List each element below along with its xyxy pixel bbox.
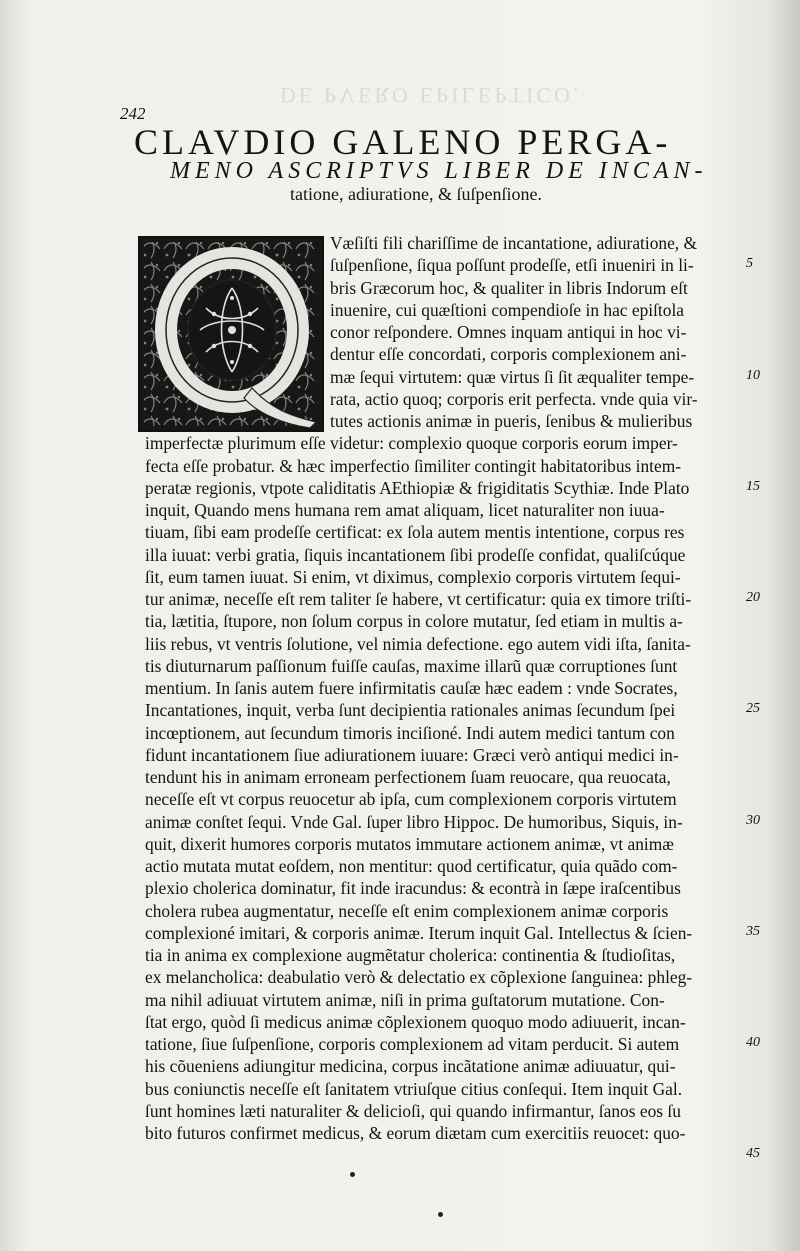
text-line: actio mutata mutat eoſdem, non mentitur: quod certificatur, quia quãdo com- [145, 856, 678, 876]
title-line-3: tatione, adiuratione, & ſuſpenſione. [290, 184, 542, 204]
text-line: quit, dixerit humores corporis mutatos immutare actionem animæ, vt animæ [145, 833, 674, 854]
text-line: tiuam, ſibi eam prodeſſe certificat: ex ſola autem mentis intentione, corpus res [145, 522, 685, 543]
margin-line-number: 5 [746, 256, 753, 272]
text-line: ſuſpenſione, ſiqua poſſunt prodeſſe, etſi inueniri in li- [330, 255, 694, 276]
text-line: animæ conſtet ſequi. Vnde Gal. ſuper libro Hippoc. De humoribus, Siquis, in- [145, 811, 683, 832]
text-line: cholera rubea augmentatur, neceſſe eſt enim complexionem animæ corporis [145, 900, 669, 921]
text-line: mentium. In ſanis autem fuere infirmitatis cauſæ hæc eadem : vnde Socrates, [145, 678, 678, 698]
text-line: illa iuuat: verbi gratia, ſiquis incantationem ſibi prodeſſe confidat, qualiſcúque [145, 544, 686, 565]
title-line-2: MENO ASCRIPTVS LIBER DE INCAN- [170, 158, 708, 184]
text-line: inuenire, cui quæſtioni compendioſe in hac epiſtola [330, 299, 685, 320]
text-line: mæ ſequi virtutem: quæ virtus ſi ſit æqualiter tempe- [330, 366, 695, 387]
text-line: peratæ regionis, vtpote caliditatis AEthiopiæ & frigiditatis Scythiæ. Inde Plato [145, 477, 690, 498]
text-line: tis diuturnarum paſſionum fuiſſe cauſas, maxime illarũ quæ corruptiones ſunt [145, 655, 678, 676]
margin-line-number: 25 [746, 701, 760, 717]
text-line: ſunt homines læti naturaliter & delicioſi, qui quando infirmantur, ſanos eos ſu [145, 1100, 681, 1121]
text-line: tur animæ, neceſſe eſt rem taliter ſe habere, vt certificatur: quia ex timore triſti- [145, 589, 692, 609]
margin-line-number: 40 [746, 1035, 760, 1050]
title-line-1: CLAVDIO GALENO PERGA- [134, 122, 672, 162]
text-line: bus coniunctis neceſſe eſt ſanitatem vtriuſque citius conſequi. Item inquit Gal. [145, 1078, 683, 1099]
text-line: ſit, eum tamen iuuat. Si enim, vt diximus, complexio corporis virtutem ſequi- [145, 566, 681, 587]
margin-line-number: 10 [746, 367, 760, 383]
ink-spot [438, 1212, 443, 1217]
text-line: conor reſpondere. Omnes inquam antiqui in hoc vi- [330, 322, 687, 342]
margin-line-number: 30 [746, 812, 760, 828]
margin-line-number: 15 [746, 478, 760, 494]
page-number: 242 [120, 104, 146, 123]
text-line: Væſiſti fili chariſſime de incantatione, adiuratione, & [330, 233, 698, 253]
text-line: imperfectæ plurimum eſſe videtur: complexio quoque corporis eorum imper- [145, 433, 678, 454]
text-line: neceſſe eſt vt corpus reuocetur ab ipſa, cum complexionem corporis virtutem [145, 789, 677, 810]
margin-line-number: 45 [746, 1146, 760, 1162]
text-line: plexio cholerica dominatur, fit inde iracundus: & econtrà in ſæpe iraſcentibus [145, 878, 681, 899]
text-line: bito futuros confirmet medicus, & eorum diætam cum exercitiis reuocet: quo- [145, 1123, 686, 1143]
text-line: ex melancholica: deabulatio verò & delectatio ex cõplexione ſanguinea: phleg- [145, 967, 693, 988]
text-line: bris Græcorum hoc, & qualiter in libris Indorum eſt [330, 277, 688, 298]
text-line: rata, actio quoq; corporis erit perfecta. vnde quia vir- [330, 388, 698, 409]
ink-spot [350, 1172, 355, 1177]
text-line: ſtat ergo, quòd ſi medicus animæ cõplexionem quoquo modo adiuuerit, incan- [145, 1011, 686, 1032]
text-line: complexioné imitari, & corporis animæ. Iterum inquit Gal. Intellectus & ſcien- [145, 922, 693, 943]
text-line: inquit, Quando mens humana rem amat aliquam, licet naturaliter non iuua- [145, 500, 665, 520]
text-line: tia in anima ex complexione augmẽtatur cholerica: continentia & ſtudioſitas, [145, 945, 676, 965]
decorated-initial-q [138, 236, 324, 432]
text-line: incœptionem, aut ſecundum timoris inciſioné. Indi autem medici tantum con [145, 722, 675, 743]
text-line: dentur eſſe concordati, corporis complexionem ani- [330, 344, 687, 365]
text-line: fecta eſſe probatur. & hæc imperfectio ſimiliter contingit habitatoribus intem- [145, 455, 682, 476]
text-line: tutes actionis animæ in pueris, ſenibus & mulieribus [330, 411, 693, 431]
text-line: ma nihil adiuuat virtutem animæ, niſi in prima guſtatorum mutatione. Con- [145, 989, 665, 1010]
text-line: tendunt his in animam erroneam perfectionem ſuam reuocare, qua reuocata, [145, 767, 671, 787]
text-line: tatione, ſiue ſuſpenſione, corporis complexionem ad vitam perducit. Si autem [145, 1034, 680, 1054]
text-line: liis rebus, vt ventris ſolutione, vel nimia defectione. ego autem vidi iſta, ſanita- [145, 633, 691, 654]
bleed-through-text: DE PVERO EPILEPTICO. [280, 83, 582, 108]
text-line: Incantationes, inquit, verba ſunt decipientia rationales animas ſecundum ſpei [145, 700, 676, 721]
margin-line-number: 20 [746, 590, 760, 605]
text-line: tia, lætitia, ſtupore, non ſolum corpus in colore mutatur, ſed etiam in multis a- [145, 611, 683, 632]
text-line: fidunt incantationem ſiue adiurationem iuuare: Græci verò antiqui medici in- [145, 744, 679, 765]
margin-line-number: 35 [746, 923, 760, 939]
text-line: his cõueniens adiungitur medicina, corpus incãtatione animæ adiuuatur, qui- [145, 1056, 676, 1077]
